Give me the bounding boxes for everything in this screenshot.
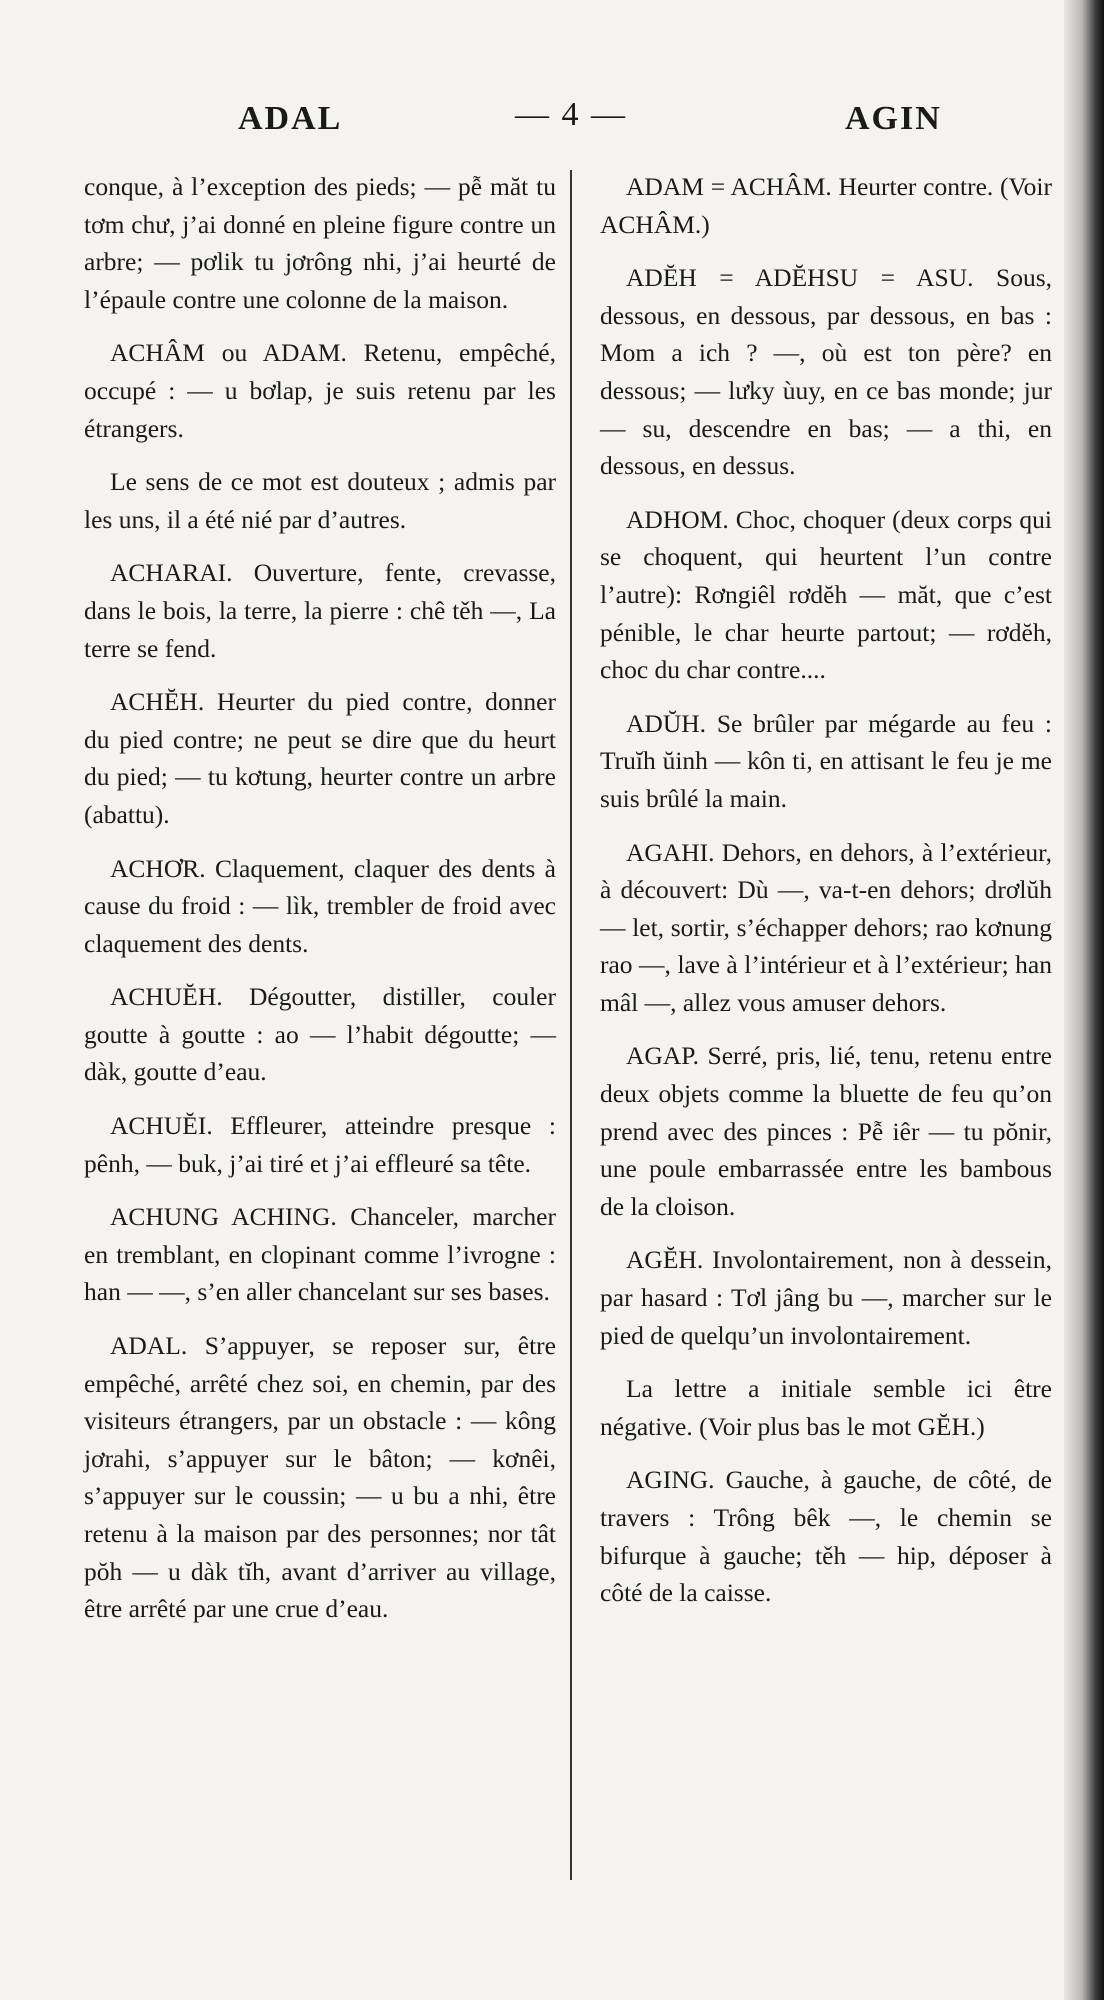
entry-paragraph: ACHUNG ACHING. Chanceler, marcher en tremblant, en clopinant comme l’ivrogne : han — —, s’en aller chancelant sur ses bases.	[84, 1202, 556, 1307]
entry-paragraph: ADAM = ACHÂM. Heurter contre. (Voir ACHÂM.)	[600, 172, 1052, 239]
entry-paragraph: ADŬH. Se brûler par mégarde au feu : Truĭh ŭinh — kôn ti, en attisant le feu je me suis brûlé la main.	[600, 708, 1052, 813]
entry-paragraph: AGING. Gauche, à gauche, de côté, de travers : Trông bêk —, le chemin se bifurque à gauche; těh — hip, déposer à côté de la caisse.	[600, 1465, 1052, 1608]
entry-paragraph: La lettre a initiale semble ici être négative. (Voir plus bas le mot GĔH.)	[600, 1374, 1052, 1441]
entry-paragraph: ACHÂM ou ADAM. Retenu, empêché, occupé : — u bơlap, je suis retenu par les étrangers.	[84, 338, 556, 443]
entry-paragraph: ACHƠR. Claquement, claquer des dents à cause du froid : — lìk, trembler de froid avec claquement des dents.	[84, 853, 556, 958]
entry-paragraph: ADAL. S’appuyer, se reposer sur, être empêché, arrêté chez soi, en chemin, par des visiteurs étrangers, par un obstacle : — kông jơrahi, s’appuyer sur le bâton; — kơnêi, s’appuyer sur le coussin; — u bu a nhi, être retenu à la maison par des personnes; nor tât pŏh — u dàk tĭh, avant d’arriver au village, être arrêté par une crue d’eau.	[84, 1331, 556, 1624]
entry-paragraph: ACHUĔI. Effleurer, atteindre presque : pênh, — buk, j’ai tiré et j’ai effleuré sa tête.	[84, 1111, 556, 1178]
entry-paragraph: ADHOM. Choc, choquer (deux corps qui se choquent, qui heurtent l’un contre l’autre): Rơngiêl rơdĕh — măt, que c’est pénible, le char heurte partout; — rơdĕh, choc du char contre....	[600, 504, 1052, 685]
entry-paragraph: ACHUĔH. Dégoutter, distiller, couler goutte à goutte : ao — l’habit dégoutte; — dàk, goutte d’eau.	[84, 982, 556, 1087]
entry-paragraph: Le sens de ce mot est douteux ; admis par les uns, il a été nié par d’autres.	[84, 467, 556, 534]
entry-paragraph: AGAHI. Dehors, en dehors, à l’extérieur, à découvert: Dù —, va-t-en dehors; drơlŭh — let, sortir, s’échapper dehors; rao kơnung rao —, lave à l’intérieur et à l’extérieur; han mâl —, allez vous amuser dehors.	[600, 837, 1052, 1017]
page-binding-shadow	[1064, 0, 1104, 2000]
entry-paragraph: ACHĔH. Heurter du pied contre, donner du pied contre; ne peut se dire que du heurt du pied; — tu kơtung, heurter contre un arbre (abattu).	[84, 687, 556, 829]
header-right-headword: AGIN	[845, 100, 942, 137]
entry-paragraph: AGĔH. Involontairement, non à dessein, par hasard : Tơl jâng bu —, marcher sur le pied de quelqu’un involontairement.	[600, 1245, 1052, 1350]
page-header	[0, 96, 1060, 150]
entry-paragraph: ACHARAI. Ouverture, fente, crevasse, dans le bois, la terre, la pierre : chê těh —, La terre se fend.	[84, 558, 556, 663]
entry-paragraph: conque, à l’exception des pieds; — pễ măt tu tơm chư, j’ai donné en pleine figure contre un arbre; — pơlik tu jơrông nhi, j’ai heurté de l’épaule contre une colonne de la maison.	[84, 172, 556, 314]
entry-paragraph: AGAP. Serré, pris, lié, tenu, retenu entre deux objets comme la bluette de feu qu’on prend avec des pinces : Pễ iêr — tu pŏnir, une poule embarrassée entre les bambous de la cloison.	[600, 1041, 1052, 1221]
header-left-headword: ADAL	[238, 100, 343, 137]
entry-paragraph: ADĔH = ADĔHSU = ASU. Sous, dessous, en dessous, par dessous, en bas : Mom a ich ? —, où est ton père? en dessous; — lưky ùuy, en ce bas monde; jur — su, descendre en bas; — a thi, en dessous, en dessus.	[600, 263, 1052, 481]
left-column	[84, 168, 556, 1644]
column-divider	[570, 170, 572, 1880]
page-number: — 4 —	[515, 96, 627, 133]
right-column	[600, 168, 1052, 1628]
